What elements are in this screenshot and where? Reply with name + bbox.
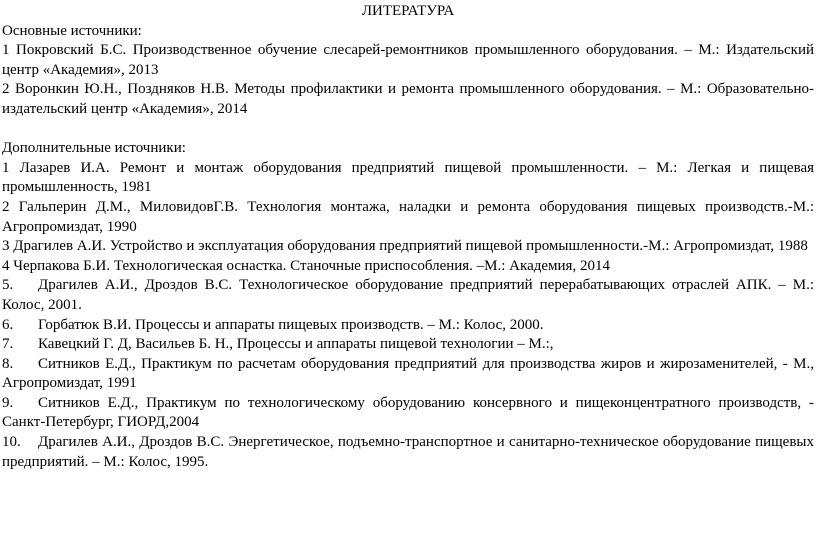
additional-source-item-5: [2, 276, 814, 315]
main-source-item-2: [2, 80, 814, 119]
item-number: 4: [2, 257, 14, 274]
additional-source-item-3: [2, 237, 814, 257]
item-number: 9.: [2, 394, 14, 411]
additional-sources-heading: Дополнительные источники:: [2, 140, 186, 157]
item-number: 8.: [2, 355, 14, 372]
item-text: Лазарев И.А. Ремонт и монтаж оборудования предприятий пищевой промышленности. – М.: Легкая и пищевая промышленность, 1981: [2, 159, 815, 196]
item-text: Драгилев А.И., Дроздов В.С. Энергетическое, подъемно-транспортное и санитарно-техническое оборудование пищевых предприятий. – М.: Колос, 1995.: [2, 434, 814, 470]
item-number: 3: [2, 238, 14, 255]
item-text: Воронкин Ю.Н., Поздняков Н.В. Методы профилактики и ремонта промышленного оборудования. – М.: Образовательно-издательский центр «Академия», 2014: [2, 81, 814, 117]
additional-source-item-10: [2, 433, 814, 472]
item-text: Горбатюк В.И. Процессы и аппараты пищевых производств. – М.: Колос, 2000.: [38, 316, 544, 333]
additional-source-item-4: [2, 257, 814, 277]
item-text: Кавецкий Г. Д, Васильев Б. Н., Процессы и аппараты пищевой технологии – М.:,: [38, 336, 554, 353]
additional-source-item-8: [2, 355, 814, 394]
page-title: ЛИТЕРАТУРА: [361, 3, 455, 19]
additional-source-item-2: [2, 198, 814, 237]
additional-source-item-9: [2, 394, 814, 433]
main-source-item-1: [2, 41, 814, 80]
item-text: Ситников Е.Д., Практикум по расчетам оборудования предприятий для производства жиров и жирозаменителей, - М., Агропромиздат, 1991: [2, 355, 814, 392]
item-text: Черпакова Б.И. Технологическая оснастка. Станочные приспособления. –М.: Академия, 2014: [13, 257, 610, 274]
additional-source-item-7: [2, 335, 814, 355]
main-sources-heading: Основные источники:: [2, 22, 142, 39]
item-number: 7.: [2, 336, 14, 353]
item-text: Ситников Е.Д., Практикум по технологическому оборудованию консервного и пищеконцентратного производств, - Санкт-Петербург, ГИОРД,2004: [2, 394, 814, 431]
item-number: 2: [2, 81, 15, 98]
additional-source-item-6: [2, 316, 814, 336]
item-number: 6.: [2, 316, 14, 333]
item-number: 10.: [2, 434, 21, 451]
item-number: 1: [2, 42, 16, 59]
blank-line: [2, 120, 814, 140]
item-number: 5.: [2, 277, 14, 294]
item-text: Драгилев А.И. Устройство и эксплуатация оборудования предприятий пищевой промышленности.-М.: Агропромиздат, 1988: [13, 238, 808, 255]
item-number: 1: [2, 159, 20, 176]
item-text: Гальперин Д.М., МиловидовГ.В. Технология монтажа, наладки и ремонта оборудования пищевых производств.-М.: Агропромиздат, 1990: [2, 198, 814, 235]
item-text: Драгилев А.И., Дроздов В.С. Технологическое оборудование предприятий перерабатывающих отраслей АПК. – М.: Колос, 2001.: [2, 277, 814, 313]
additional-source-item-1: [2, 159, 814, 198]
item-text: Покровский Б.С. Производственное обучение слесарей-ремонтников промышленного оборудования. – М.: Издательский центр «Академия», 2013: [2, 42, 814, 78]
item-number: 2: [2, 198, 19, 215]
